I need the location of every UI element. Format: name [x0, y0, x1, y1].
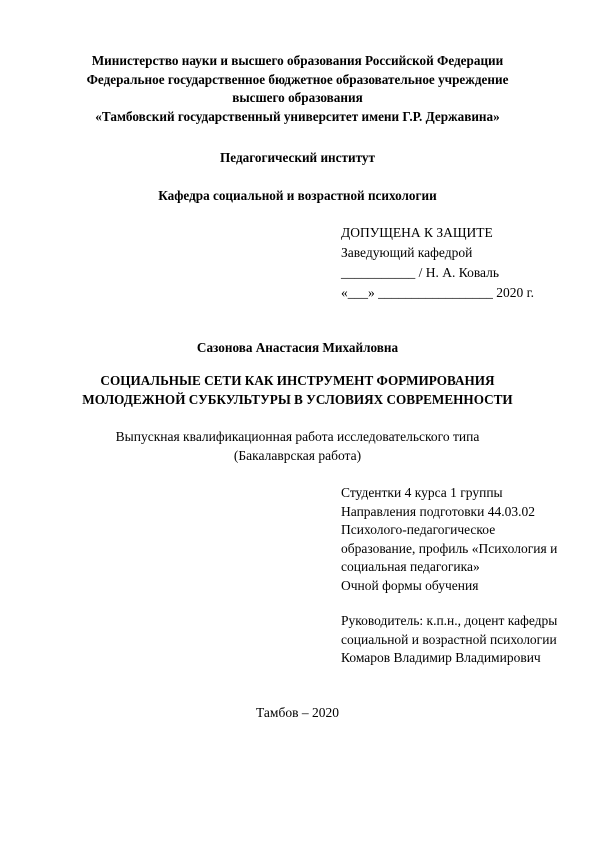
title-line: МОЛОДЕЖНОЙ СУБКУЛЬТУРЫ В УСЛОВИЯХ СОВРЕМЕННОСТИ	[82, 391, 513, 407]
admission-position: Заведующий кафедрой	[341, 245, 473, 260]
title-line: СОЦИАЛЬНЫЕ СЕТИ КАК ИНСТРУМЕНТ ФОРМИРОВАНИЯ	[100, 373, 495, 388]
header-line: Федеральное государственное бюджетное образовательное учреждение	[86, 71, 509, 87]
advisor-line: Руководитель: к.п.н., доцент кафедры	[341, 613, 558, 628]
ministry-header	[0, 52, 595, 126]
student-info-line: Очной формы обучения	[341, 577, 479, 593]
student-info-line: Психолого-педагогическое	[341, 522, 496, 538]
admission-block	[341, 223, 534, 303]
department-name: Кафедра социальной и возрастной психологии	[158, 188, 437, 203]
advisor-line: социальной и возрастной психологии	[341, 631, 557, 647]
work-type-line: (Бакалаврская работа)	[233, 448, 362, 463]
admission-status: ДОПУЩЕНА К ЗАЩИТЕ	[341, 225, 493, 240]
student-info-line: образование, профиль «Психология и	[341, 540, 558, 556]
city-year: Тамбов – 2020	[256, 705, 339, 720]
work-type-line: Выпускная квалификационная работа исследовательского типа	[115, 429, 480, 444]
author-name: Сазонова Анастасия Михайловна	[196, 340, 399, 355]
institute-name: Педагогический институт	[220, 150, 375, 165]
advisor-info	[341, 612, 586, 668]
header-line: высшего образования	[232, 90, 363, 106]
student-info-line: Студентки 4 курса 1 группы	[341, 485, 503, 500]
student-info-line: социальная педагогика»	[341, 559, 480, 575]
header-line: «Тамбовский государственный университет имени Г.Р. Державина»	[95, 108, 500, 124]
student-info	[341, 484, 586, 596]
admission-date-line: «___» _________________ 2020 г.	[341, 285, 535, 300]
thesis-title	[0, 372, 595, 409]
work-type	[0, 427, 595, 465]
header-line: Министерство науки и высшего образования Российской Федерации	[91, 53, 504, 68]
advisor-line: Комаров Владимир Владимирович	[341, 650, 541, 666]
student-info-line: Направления подготовки 44.03.02	[341, 503, 535, 519]
admission-signature-line: ___________ / Н. А. Коваль	[341, 265, 500, 280]
